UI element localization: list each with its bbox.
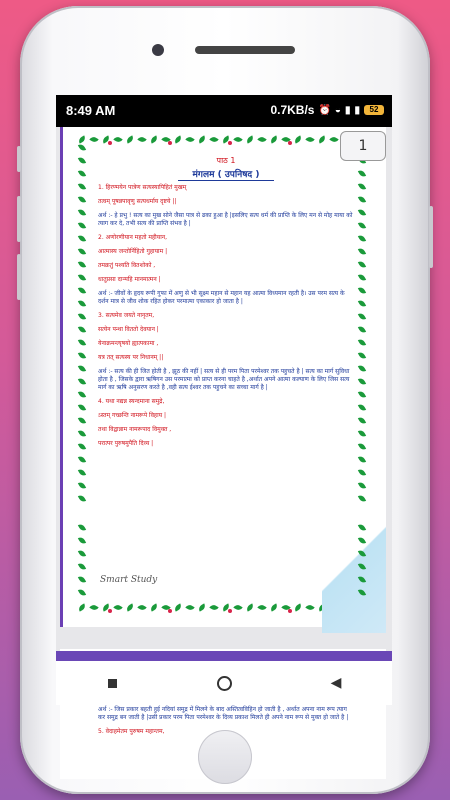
leaf-ornament	[78, 260, 86, 269]
watermark-logo: Smart Study	[100, 575, 158, 585]
leaf-ornament	[78, 156, 86, 165]
leaf-ornament	[358, 247, 366, 256]
leaf-ornament	[358, 416, 366, 425]
leaf-ornament	[78, 416, 86, 425]
lesson-title: पाठ 1	[216, 156, 236, 165]
leaf-ornament	[78, 208, 86, 217]
front-camera	[152, 44, 164, 56]
leaf-ornament	[78, 364, 86, 373]
leaf-ornament	[78, 234, 86, 243]
leaf-ornament	[305, 135, 314, 143]
leaf-ornament	[78, 494, 86, 503]
leaf-ornament	[78, 588, 86, 597]
leaf-ornament	[78, 247, 86, 256]
berry-ornament	[288, 609, 292, 613]
leaf-ornament	[358, 234, 366, 243]
volume-up-button	[17, 196, 21, 242]
battery-icon: 52	[364, 105, 384, 115]
leaf-ornament	[78, 169, 86, 178]
silent-switch	[17, 146, 21, 172]
leaf-ornament	[78, 221, 86, 230]
leaf-ornament	[358, 455, 366, 464]
pdf-page-1	[60, 127, 386, 627]
page-number-indicator[interactable]: 1	[340, 131, 386, 161]
leaf-ornament	[358, 390, 366, 399]
text-line: तत्वम् पूषन्नपावृणु सत्यधर्माय दृष्टये ||	[98, 198, 177, 205]
leaf-ornament	[173, 135, 182, 143]
pdf-viewer[interactable]	[56, 127, 392, 735]
leaf-ornament	[78, 299, 86, 308]
leaf-ornament	[78, 286, 86, 295]
leaf-ornament	[358, 549, 366, 558]
leaf-ornament	[358, 286, 366, 295]
leaf-ornament	[209, 135, 218, 143]
text-line: आत्मास्य जन्तोर्निहितो गुहायाम |	[98, 248, 168, 255]
android-nav-bar	[56, 661, 392, 705]
signal-icon-2: ▮	[354, 104, 360, 116]
berry-ornament	[228, 609, 232, 613]
leaf-ornament	[78, 523, 86, 532]
leaf-ornament	[358, 468, 366, 477]
leaf-ornament	[358, 588, 366, 597]
leaf-ornament	[78, 195, 86, 204]
leaf-ornament	[185, 135, 194, 143]
wifi-icon: ◒	[334, 104, 341, 116]
network-speed: 0.7KB/s	[270, 103, 315, 117]
text-line: 2. अणोरणीयान महतो महीयान,	[98, 234, 167, 241]
home-icon	[217, 676, 232, 691]
text-line: 1. हिरण्मयेन पात्रेण सत्यस्यापिहितं मुखम्	[98, 184, 187, 191]
leaf-ornament	[78, 575, 86, 584]
leaf-ornament	[358, 351, 366, 360]
berry-ornament	[168, 609, 172, 613]
leaf-ornament	[269, 135, 278, 143]
volume-down-button	[17, 254, 21, 300]
leaf-ornament	[78, 481, 86, 490]
leaf-ornament	[89, 135, 98, 143]
signal-icon: ▮	[344, 104, 351, 116]
device-screen	[56, 95, 392, 735]
leaf-ornament	[257, 135, 266, 143]
status-icons	[270, 103, 384, 117]
text-line: 5. वेदाहमेतम पुरुषम महान्तम,	[98, 728, 165, 735]
leaf-ornament	[358, 299, 366, 308]
text-line: अर्थ :- हे प्रभु ! सत्य का मुख सोने जैसा पात्र से ढका हुआ है |इसलिए सत्य धर्म की प्राप्ति के लिए मन से मोह माया को त्याग कर दे, तभी सत्य की प्राप्ति संभव है |	[98, 212, 353, 227]
text-line: 3. सत्यमेव जयते नानृतम,	[98, 312, 155, 319]
leaf-ornament	[358, 182, 366, 191]
leaf-ornament	[358, 169, 366, 178]
leaf-ornament	[78, 182, 86, 191]
leaf-ornament	[78, 549, 86, 558]
leaf-ornament	[358, 260, 366, 269]
leaf-ornament	[78, 312, 86, 321]
leaf-ornament	[78, 390, 86, 399]
leaf-ornament	[78, 143, 86, 152]
leaf-ornament	[245, 135, 254, 143]
text-line: अर्थ :- सत्य की ही जित होती है , झूठ की नहीं | सत्य से ही परम पिता परमेश्वर तक पहुचते है | सत्य का मार्ग सुविधा होता है , जिसके द्वारा ऋषिगन उस परमात्मा को प्राप्त करना चाहते है ,अर्थात अपने आत्मा कल्याण के लिए जिस सत्य मार्ग का ऋषि अनुसरण करते है ,वही सत्य ईश्वर तक पहुचने का सच्चा मार्ग है |	[98, 368, 350, 391]
leaf-ornament	[197, 135, 206, 143]
leaf-ornament	[317, 135, 326, 143]
lesson-heading: मंगलम ( उपनिषद )	[178, 167, 274, 181]
leaf-ornament	[78, 273, 86, 282]
text-line: धातुप्रसा दान्महि मानमात्मन |	[98, 276, 161, 283]
home-nav-button[interactable]	[204, 668, 244, 698]
leaf-ornament	[358, 562, 366, 571]
berry-ornament	[108, 141, 112, 145]
leaf-ornament	[358, 312, 366, 321]
leaf-ornament	[78, 442, 86, 451]
berry-ornament	[168, 141, 172, 145]
leaf-ornament	[78, 325, 86, 334]
leaf-ornament	[78, 403, 86, 412]
text-line: अर्थ :- जिस प्रकार बहती हुई नदियां समुद्र में मिलने के बाद अस्तित्वविहिन हो जाती है , अर्थात अपना नाम रूप त्याग कर समुद्र बन जाती है |उसी प्रकार परम पिता परमेश्वर के दिव्य प्रकाश मिलते ही अपने नाम रूप से मुक्त हो जाते है |	[98, 706, 349, 721]
leaf-ornament	[78, 468, 86, 477]
leaf-ornament	[78, 536, 86, 545]
text-line: परात्पर पुरुषमुपैति दिव्य |	[98, 440, 154, 447]
text-line: तमक्रतुं पश्यति वितशोको ,	[98, 262, 156, 269]
power-button	[429, 206, 433, 268]
leaf-ornament	[329, 135, 338, 143]
page-content	[98, 155, 354, 454]
leaf-border-extension	[78, 517, 366, 607]
alarm-icon: ⏰	[318, 104, 331, 116]
back-icon: ◀	[330, 675, 342, 691]
status-bar	[56, 95, 392, 127]
leaf-ornament	[149, 135, 158, 143]
berry-ornament	[108, 609, 112, 613]
recents-button[interactable]	[92, 668, 132, 698]
text-line: अर्थ :- जीवों के हृदय रूपी गुफा में अणु से भी सूक्ष्म महान से महान यह आत्मा विध्यमान रहती है। उस परम सत्य के दर्शन मात्र से जीव शोक रहित होकर परमात्मा एकाकार हो जाता है |	[98, 290, 345, 305]
leaf-ornament	[358, 429, 366, 438]
text-line: 4. यथा नद्यन्न स्यन्दमाना समुद्रे,	[98, 398, 165, 405]
app-bottom-bar	[56, 651, 392, 661]
leaf-ornament	[358, 442, 366, 451]
leaf-ornament	[358, 364, 366, 373]
leaf-ornament	[358, 338, 366, 347]
status-time: 8:49 AM	[66, 103, 116, 118]
leaf-ornament	[78, 429, 86, 438]
leaf-ornament	[78, 377, 86, 386]
leaf-ornament	[358, 325, 366, 334]
leaf-ornament	[358, 575, 366, 584]
leaf-ornament	[293, 135, 302, 143]
berry-ornament	[288, 141, 292, 145]
text-line: ऽस्तम् गच्छन्ति नामरूपे विहाय |	[98, 412, 167, 419]
leaf-ornament	[358, 273, 366, 282]
berry-ornament	[228, 141, 232, 145]
leaf-ornament	[78, 351, 86, 360]
leaf-ornament	[113, 135, 122, 143]
leaf-ornament	[358, 403, 366, 412]
earpiece-speaker	[195, 46, 295, 54]
lesson-text	[98, 184, 354, 448]
leaf-ornament	[77, 135, 86, 143]
leaf-ornament	[125, 135, 134, 143]
recents-icon	[108, 679, 117, 688]
text-line: येनाक्रमन्त्यृषयो ह्यात्पकामा ,	[98, 340, 159, 347]
back-button[interactable]	[316, 668, 356, 698]
leaf-ornament	[358, 221, 366, 230]
home-button[interactable]	[198, 730, 252, 784]
leaf-ornament	[78, 338, 86, 347]
leaf-ornament	[233, 135, 242, 143]
leaf-ornament	[78, 562, 86, 571]
text-line: सत्येन पन्था विततो देवयान |	[98, 326, 159, 333]
leaf-ornament	[78, 455, 86, 464]
leaf-ornament	[137, 135, 146, 143]
text-line: तथा विद्वान्नाम नामरूपाद विमुक्त ,	[98, 426, 172, 433]
leaf-ornament	[358, 208, 366, 217]
text-line: यत्र तत् सत्यस्य पर निधानम् ||	[98, 354, 164, 361]
page-edge	[60, 127, 63, 627]
leaf-ornament	[358, 195, 366, 204]
leaf-ornament	[358, 523, 366, 532]
leaf-ornament	[358, 377, 366, 386]
leaf-ornament	[358, 536, 366, 545]
